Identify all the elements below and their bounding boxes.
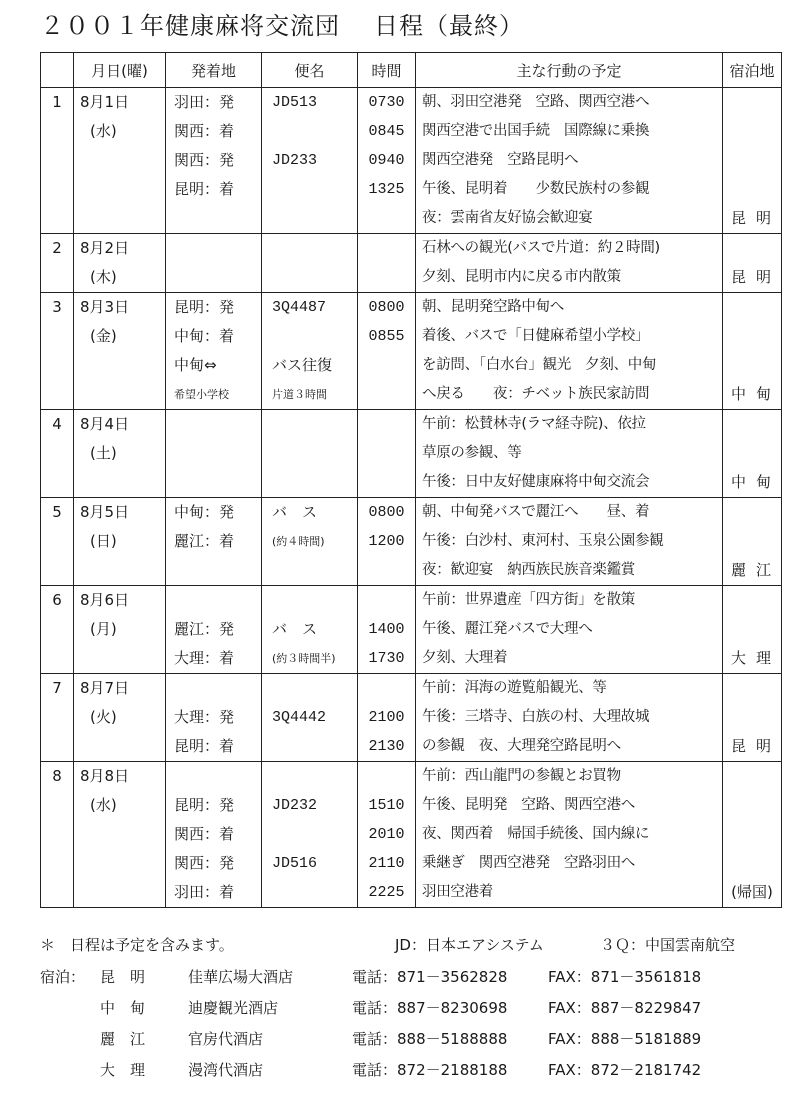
activity: 午前：松賛林寺(ラマ経寺院)、依拉 — [422, 416, 646, 432]
activity: 関西空港で出国手続 国際線に乗換 — [422, 123, 650, 139]
time — [358, 234, 415, 263]
day-weekday: (木) — [90, 268, 117, 286]
day-date: 8月4日 — [80, 415, 130, 433]
day-weekday: (土) — [90, 444, 117, 462]
page-title — [40, 6, 780, 46]
hotel-city: 中 甸 — [100, 999, 146, 1017]
hotel-name: 佳華広場大酒店 — [188, 968, 294, 986]
q3-note: ３Ｑ：中国雲南航空 — [600, 936, 736, 954]
flight — [262, 410, 357, 439]
time: 0800 — [368, 299, 405, 316]
flight — [262, 439, 357, 468]
day-weekday: (月) — [90, 620, 117, 638]
time: 2130 — [368, 738, 405, 755]
time: 1510 — [368, 797, 405, 814]
flight — [262, 762, 357, 791]
activity: へ戻る 夜：チベット族民家訪問 — [422, 386, 650, 402]
flight: JD516 — [272, 855, 318, 872]
day-weekday: (水) — [90, 122, 117, 140]
place: 大理：着 — [174, 649, 235, 667]
day-date: 8月8日 — [80, 767, 130, 785]
day-weekday: (日) — [90, 532, 117, 550]
time: 2110 — [368, 855, 405, 872]
stay-place: 中甸 — [731, 473, 781, 491]
place: 関西：着 — [174, 122, 235, 140]
time: 0800 — [368, 504, 405, 521]
activity: 午前：洱海の遊覧船観光、等 — [422, 680, 607, 696]
time: 1400 — [368, 621, 405, 638]
place — [166, 762, 261, 791]
table-row — [41, 234, 782, 293]
flight — [262, 556, 357, 585]
day-number: 8 — [52, 767, 62, 785]
activity: 石林への観光(バスで片道：約２時間) — [422, 240, 660, 256]
place: 関西：発 — [174, 854, 235, 872]
header-row — [41, 53, 782, 88]
place — [166, 439, 261, 468]
table-row — [41, 410, 782, 498]
activity: 関西空港発 空路昆明へ — [422, 152, 579, 168]
activity: 午後、昆明発 空路、関西空港へ — [422, 797, 635, 813]
jd-note: JD：日本エアシステム — [395, 936, 544, 954]
place: 羽田：着 — [174, 883, 235, 901]
activity: 羽田空港着 — [422, 884, 493, 900]
day-weekday: (火) — [90, 708, 117, 726]
header-action: 主な行動の予定 — [416, 53, 723, 88]
activity: 乗継ぎ 関西空港発 空路羽田へ — [422, 855, 635, 871]
activity: の参観 夜、大理発空路昆明へ — [422, 738, 621, 754]
place: 希望小学校 — [174, 388, 229, 401]
day-number: 3 — [52, 298, 62, 316]
place: 昆明：発 — [174, 796, 235, 814]
hotel-fax: FAX：887－8229847 — [548, 999, 702, 1017]
day-date: 8月5日 — [80, 503, 130, 521]
place — [166, 410, 261, 439]
activity: 午前：西山龍門の参観とお買物 — [422, 768, 621, 784]
flight: バ ス — [272, 620, 318, 638]
activity: 夜、関西着 帰国手続後、国内線に — [422, 826, 650, 842]
time: 1200 — [368, 533, 405, 550]
flight — [262, 586, 357, 615]
activity: 朝、中甸発バスで麗江へ 昼、着 — [422, 504, 650, 520]
time — [358, 556, 415, 585]
flight: JD233 — [272, 152, 318, 169]
activity: 午後：三塔寺、白族の村、大理故城 — [422, 709, 650, 725]
table-row — [41, 586, 782, 674]
activity: 夜：雲南省友好協会歓迎宴 — [422, 210, 593, 226]
time: 0845 — [368, 123, 405, 140]
table-row — [41, 498, 782, 586]
place: 関西：発 — [174, 151, 235, 169]
table-row — [41, 674, 782, 762]
day-weekday: (金) — [90, 327, 117, 345]
place: 関西：着 — [174, 825, 235, 843]
time — [358, 762, 415, 791]
time: 1730 — [368, 650, 405, 667]
stay-place: 昆明 — [731, 737, 781, 755]
place: 昆明：着 — [174, 737, 235, 755]
title-main: ２００１年健康麻将交流団 — [40, 12, 340, 40]
header-place: 発着地 — [166, 53, 262, 88]
flight: (約３時間半) — [272, 652, 336, 665]
hotel-city: 昆 明 — [100, 968, 146, 986]
activity: 夕刻、昆明市内に戻る市内散策 — [422, 269, 621, 285]
title-sub: 日程（最終） — [374, 12, 524, 40]
day-weekday: (水) — [90, 796, 117, 814]
activity: 午後、麗江発バスで大理へ — [422, 621, 593, 637]
time — [358, 380, 415, 409]
place: 麗江：発 — [174, 620, 235, 638]
flight: バ ス — [272, 503, 318, 521]
time: 0940 — [368, 152, 405, 169]
flight — [262, 674, 357, 703]
flight: 3Q4487 — [272, 299, 327, 316]
flight — [262, 322, 357, 351]
stay-place: (帰国) — [731, 883, 773, 901]
activity: 着後、バスで「日健麻希望小学校」 — [422, 328, 650, 344]
time — [358, 439, 415, 468]
header-flight: 便名 — [262, 53, 358, 88]
day-number: 4 — [52, 415, 62, 433]
activity: 草原の参観、等 — [422, 445, 522, 461]
day-number: 2 — [52, 239, 62, 257]
place: 昆明：発 — [174, 298, 235, 316]
activity: 夕刻、大理着 — [422, 650, 508, 666]
stay-label: 宿泊： — [40, 968, 86, 986]
flight — [262, 732, 357, 761]
time — [358, 351, 415, 380]
time: 0730 — [368, 94, 405, 111]
hotel-tel: 電話：872－2188188 — [352, 1061, 508, 1079]
hotel-tel: 電話：871－3562828 — [352, 968, 508, 986]
place — [166, 234, 261, 263]
place: 麗江：着 — [174, 532, 235, 550]
day-date: 8月3日 — [80, 298, 130, 316]
place — [166, 586, 261, 615]
time — [358, 674, 415, 703]
activity: 夜：歓迎宴 納西族民族音楽鑑賞 — [422, 562, 635, 578]
stay-place: 大理 — [731, 649, 781, 667]
stay-place: 昆明 — [731, 268, 781, 286]
hotel-name: 官房代酒店 — [188, 1030, 264, 1048]
activity: を訪問、「白水台」観光 夕刻、中甸 — [422, 357, 657, 373]
hotel-fax: FAX：872－2181742 — [548, 1061, 702, 1079]
flight: JD513 — [272, 94, 318, 111]
header-no — [41, 53, 74, 88]
schedule-table — [40, 52, 782, 908]
day-number: 5 — [52, 503, 62, 521]
activity: 朝、昆明発空路中甸へ — [422, 299, 564, 315]
place — [166, 263, 261, 292]
day-date: 8月6日 — [80, 591, 130, 609]
schedule-note: ＊ 日程は予定を含みます。 — [40, 936, 234, 954]
stay-place: 中甸 — [731, 385, 781, 403]
place — [166, 674, 261, 703]
flight: 片道３時間 — [272, 388, 327, 401]
flight — [262, 468, 357, 497]
activity: 午前：世界遺産「四方街」を散策 — [422, 592, 635, 608]
hotel-fax: FAX：888－5181889 — [548, 1030, 702, 1048]
stay-place: 昆明 — [731, 209, 781, 227]
activity: 午後：日中友好健康麻将中甸交流会 — [422, 474, 650, 490]
place: 羽田：発 — [174, 93, 235, 111]
header-time: 時間 — [358, 53, 416, 88]
day-date: 8月1日 — [80, 93, 130, 111]
header-stay: 宿泊地 — [723, 53, 782, 88]
time: 2010 — [368, 826, 405, 843]
time: 2225 — [368, 884, 405, 901]
flight — [262, 117, 357, 146]
day-number: 7 — [52, 679, 62, 697]
day-number: 6 — [52, 591, 62, 609]
flight: バス往復 — [272, 356, 333, 374]
time — [358, 204, 415, 233]
flight — [262, 263, 357, 292]
time: 2100 — [368, 709, 405, 726]
header-date: 月日(曜) — [74, 53, 166, 88]
hotel-name: 迪慶観光酒店 — [188, 999, 279, 1017]
place — [166, 204, 261, 233]
hotel-name: 漫湾代酒店 — [188, 1061, 264, 1079]
hotel-tel: 電話：887－8230698 — [352, 999, 508, 1017]
flight — [262, 878, 357, 907]
time: 0855 — [368, 328, 405, 345]
flight — [262, 234, 357, 263]
day-number: 1 — [52, 93, 62, 111]
time — [358, 410, 415, 439]
time — [358, 468, 415, 497]
flight — [262, 204, 357, 233]
flight: 3Q4442 — [272, 709, 327, 726]
place: 中甸：発 — [174, 503, 235, 521]
table-row — [41, 762, 782, 908]
place: 中甸：着 — [174, 327, 235, 345]
flight — [262, 820, 357, 849]
place: 大理：発 — [174, 708, 235, 726]
hotel-tel: 電話：888－5188888 — [352, 1030, 508, 1048]
activity: 午後、昆明着 少数民族村の参観 — [422, 181, 650, 197]
day-date: 8月2日 — [80, 239, 130, 257]
place: 中甸⇔ — [174, 356, 217, 374]
day-date: 8月7日 — [80, 679, 130, 697]
hotel-city: 大 理 — [100, 1061, 146, 1079]
time — [358, 586, 415, 615]
flight — [262, 175, 357, 204]
hotel-fax: FAX：871－3561818 — [548, 968, 702, 986]
activity: 午後：白沙村、東河村、玉泉公園参観 — [422, 533, 664, 549]
time — [358, 263, 415, 292]
activity: 朝、羽田空港発 空路、関西空港へ — [422, 94, 650, 110]
time: 1325 — [368, 181, 405, 198]
place: 昆明：着 — [174, 180, 235, 198]
table-row — [41, 293, 782, 410]
flight: JD232 — [272, 797, 318, 814]
hotel-city: 麗 江 — [100, 1030, 146, 1048]
table-row — [41, 88, 782, 234]
place — [166, 556, 261, 585]
flight: (約４時間) — [272, 535, 325, 548]
stay-place: 麗江 — [731, 561, 781, 579]
place — [166, 468, 261, 497]
